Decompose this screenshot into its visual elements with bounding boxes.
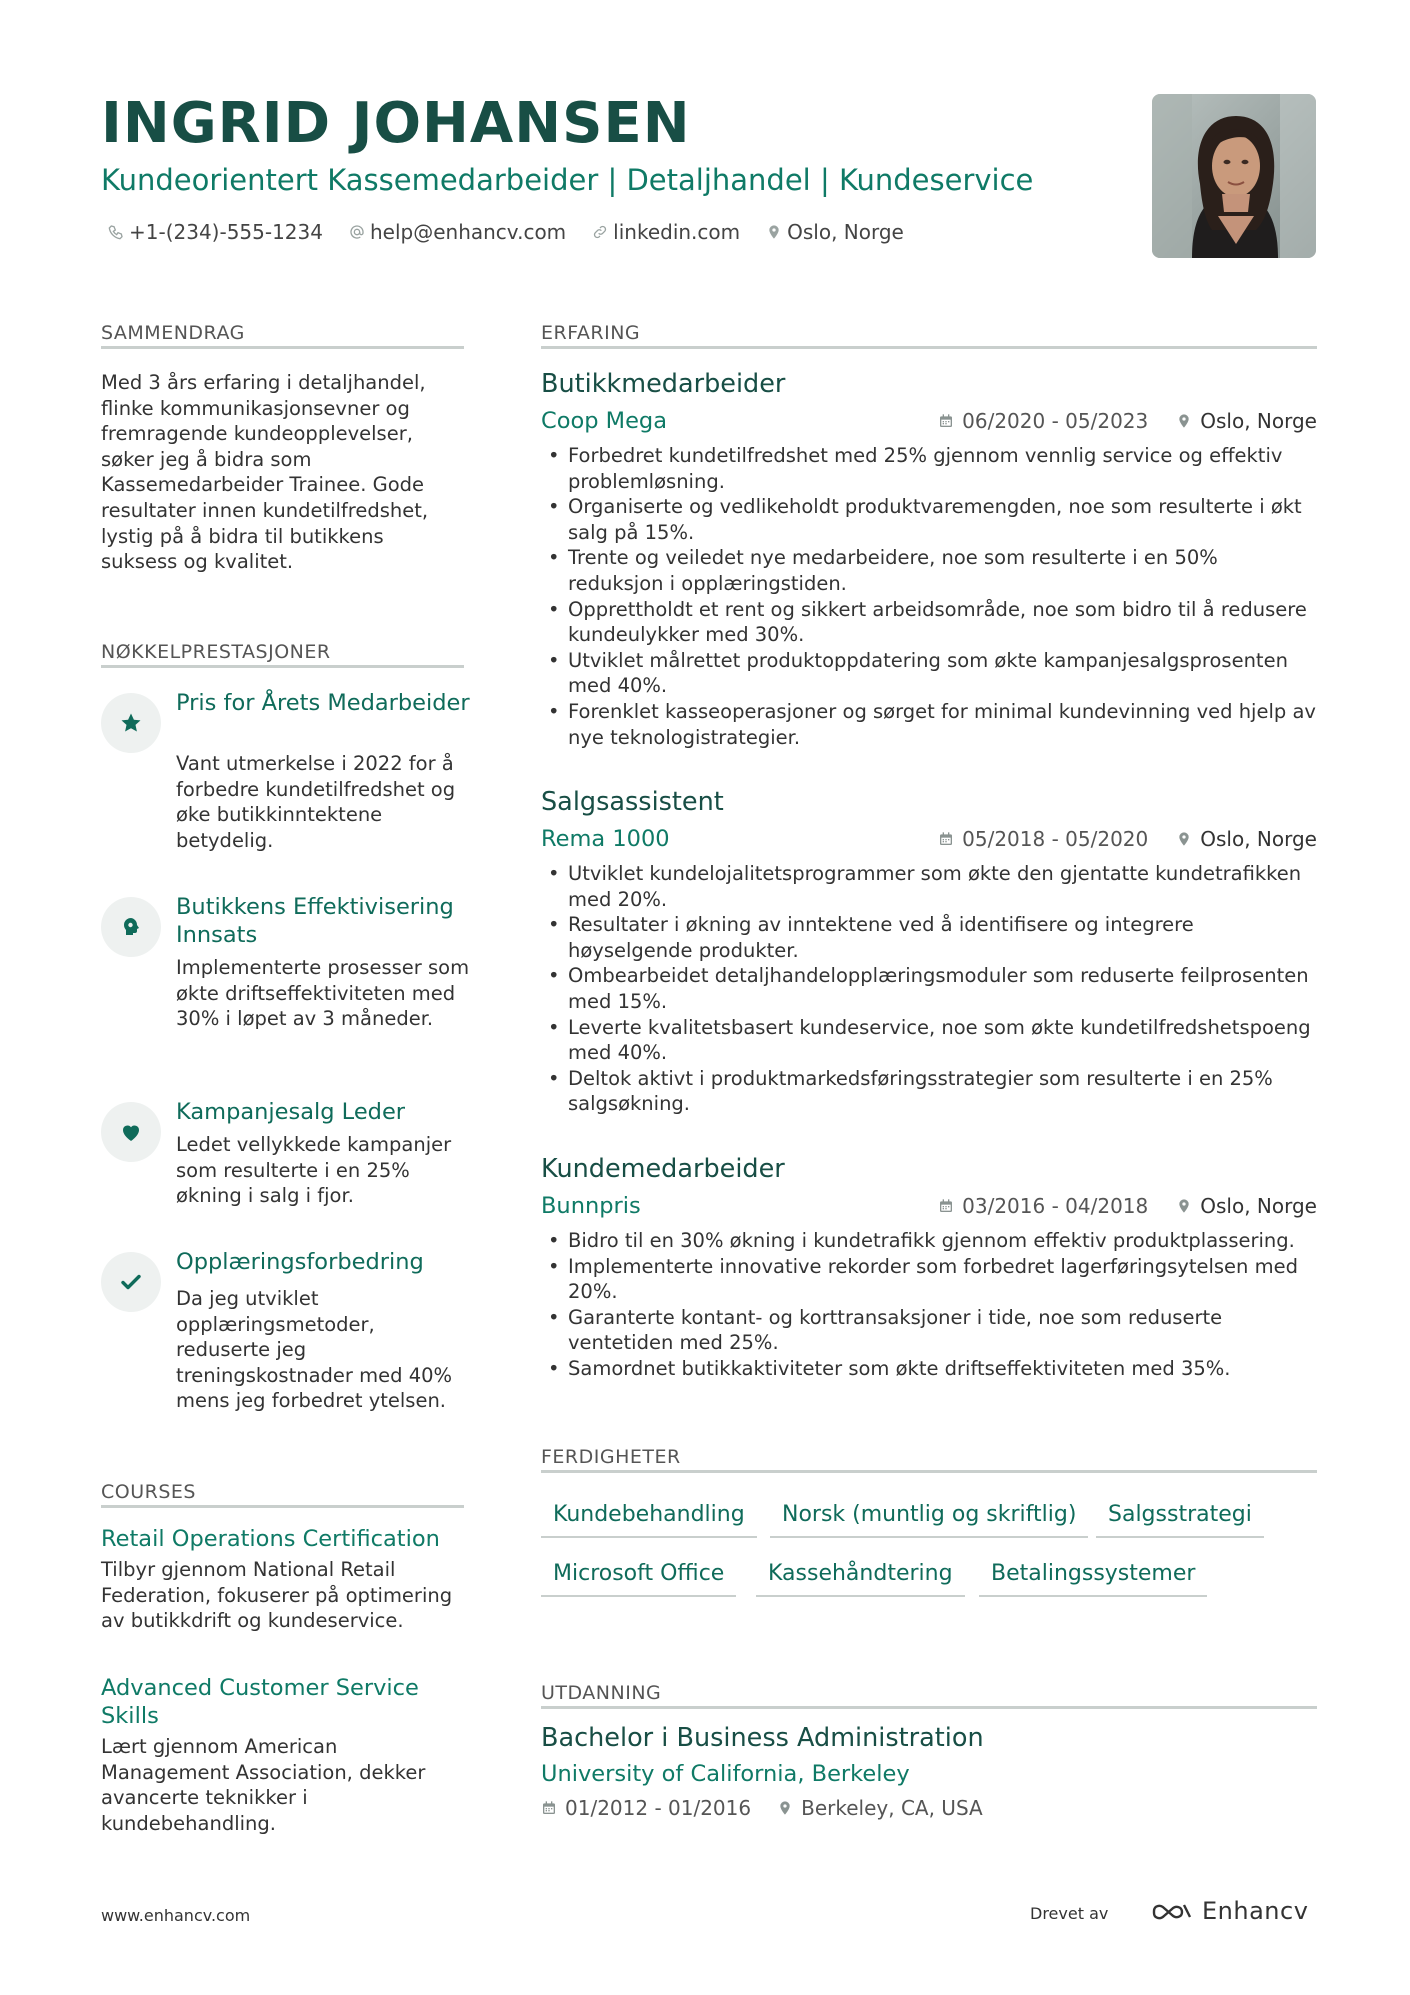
achievement-title: Pris for Årets Medarbeider <box>176 690 470 716</box>
calendar-icon <box>938 1198 954 1214</box>
achievement-title: Butikkens Effektivisering Innsats <box>176 894 454 948</box>
achievement-desc: Implementerte prosesser som økte driftseffektiviteten med 30% i løpet av 3 måneder. <box>176 956 470 1031</box>
footer-brand-logo[interactable] <box>1150 1895 1308 1927</box>
section-title-education: UTDANNING <box>541 1682 662 1704</box>
calendar-icon <box>541 1800 557 1816</box>
candidate-name: INGRID JOHANSEN <box>101 91 691 156</box>
section-divider <box>541 1706 1317 1709</box>
job-meta-row <box>541 824 1317 854</box>
list-item: • Deltok aktivt i produktmarkedsføringsstrategier som resulterte i en 25% salgsøkning. <box>547 1066 1317 1117</box>
list-item: • Utviklet kundelojalitetsprogrammer som økte den gjentatte kundetrafikken med 20%. <box>547 861 1317 912</box>
email-text: help@enhancv.com <box>369 220 567 244</box>
list-item: • Trente og veiledet nye medarbeidere, noe som resulterte i en 50% reduksjon i opplæringstiden. <box>547 545 1317 596</box>
calendar-icon <box>938 413 954 429</box>
phone-text: +1-(234)-555-1234 <box>129 220 323 244</box>
list-item: • Garanterte kontant- og korttransaksjoner i tide, noe som reduserte ventetiden med 25%. <box>547 1305 1317 1356</box>
edu-degree: Bachelor i Business Administration <box>541 1723 984 1753</box>
phone-icon <box>108 224 124 240</box>
footer-powered-by: Drevet av <box>1030 1904 1109 1923</box>
section-title-summary: SAMMENDRAG <box>101 322 245 344</box>
list-item: • Utviklet målrettet produktoppdatering som økte kampanjesalgsprosenten med 40%. <box>547 648 1317 699</box>
contact-bar <box>108 218 904 246</box>
skill-tag: Salgsstrategi <box>1096 1500 1264 1538</box>
head-gear-icon <box>119 915 143 939</box>
skill-tag: Microsoft Office <box>541 1559 736 1597</box>
company-name: Bunnpris <box>541 1193 641 1219</box>
job-dates: 03/2016 - 04/2018 <box>962 1194 1149 1218</box>
list-item: • Ombearbeidet detaljhandelopplæringsmoduler som reduserte feilprosenten med 15%. <box>547 963 1317 1014</box>
brand-text: Enhancv <box>1202 1897 1309 1925</box>
achievement-desc: Da jeg utviklet opplæringsmetoder, reduserte jeg treningskostnader med 40% mens jeg forbedret ytelsen. <box>176 1287 453 1413</box>
section-divider <box>541 1470 1317 1473</box>
skill-tag: Betalingssystemer <box>979 1559 1207 1597</box>
edu-location: Berkeley, CA, USA <box>801 1796 983 1820</box>
edu-dates: 01/2012 - 01/2016 <box>565 1796 752 1820</box>
section-title-skills: FERDIGHETER <box>541 1446 681 1468</box>
section-title-achievements: NØKKELPRESTASJONER <box>101 641 331 663</box>
location-pin-icon <box>777 1800 793 1816</box>
headline: Kundeorientert Kassemedarbeider | Detaljhandel | Kundeservice <box>101 163 1034 197</box>
job-bullets <box>547 1228 1317 1382</box>
list-item: • Organiserte og vedlikeholdt produktvaremengden, noe som resulterte i økt salg på 15%. <box>547 494 1317 545</box>
profile-photo <box>1152 94 1316 258</box>
contact-linkedin[interactable] <box>592 218 740 246</box>
achievement-title: Kampanjesalg Leder <box>176 1099 406 1125</box>
section-title-experience: ERFARING <box>541 322 641 344</box>
skill-tag: Norsk (muntlig og skriftlig) <box>770 1500 1088 1538</box>
achievement-title: Opplæringsforbedring <box>176 1249 424 1275</box>
skill-tag: Kundebehandling <box>541 1500 757 1538</box>
job-dates: 06/2020 - 05/2023 <box>962 409 1149 433</box>
check-icon <box>119 1270 143 1294</box>
section-divider <box>541 346 1317 349</box>
summary-text: Med 3 års erfaring i detaljhandel, flinke kommunikasjonsevner og fremragende kundeopplevelser, søker jeg å bidra som Kassemedarbeider Trainee. Gode resultater innen kundetilfredshet, lystig på å bidra til butikkens suksess og kvalitet. <box>101 371 429 574</box>
contact-phone[interactable] <box>108 218 323 246</box>
star-icon <box>119 711 143 735</box>
list-item: • Resultater i økning av inntektene ved å identifisere og integrere høyselgende produkter. <box>547 912 1317 963</box>
job-meta-row <box>541 1191 1317 1221</box>
list-item: • Samordnet butikkaktiviteter som økte driftseffektiviteten med 35%. <box>547 1356 1317 1382</box>
job-title: Salgsassistent <box>541 787 724 817</box>
list-item: • Forbedret kundetilfredshet med 25% gjennom vennlig service og effektiv problemløsning. <box>547 443 1317 494</box>
section-divider <box>101 1505 464 1508</box>
link-icon <box>592 224 608 240</box>
course-desc: Tilbyr gjennom National Retail Federation, fokuserer på optimering av butikkdrift og kundeservice. <box>101 1558 453 1633</box>
list-item: • Forenklet kasseoperasjoner og sørget for minimal kundevinning ved hjelp av nye teknologistrategier. <box>547 699 1317 750</box>
location-text: Oslo, Norge <box>787 220 904 244</box>
job-meta-row <box>541 406 1317 436</box>
edu-school: University of California, Berkeley <box>541 1761 910 1787</box>
enhancv-logo-icon <box>1150 1899 1194 1923</box>
heart-icon <box>119 1120 143 1144</box>
achievement-desc: Vant utmerkelse i 2022 for å forbedre kundetilfredshet og øke butikkinntektene betydelig. <box>176 752 456 852</box>
list-item: • Implementerte innovative rekorder som forbedret lagerføringsytelsen med 20%. <box>547 1254 1317 1305</box>
location-pin-icon <box>1176 831 1192 847</box>
footer-website[interactable]: www.enhancv.com <box>101 1906 251 1925</box>
calendar-icon <box>938 831 954 847</box>
at-icon <box>349 224 365 240</box>
job-location: Oslo, Norge <box>1200 409 1317 433</box>
course-desc: Lært gjennom American Management Association, dekker avancerte teknikker i kundebehandling. <box>101 1735 426 1835</box>
section-divider <box>101 346 464 349</box>
job-bullets <box>547 443 1317 750</box>
list-item: • Opprettholdt et rent og sikkert arbeidsområde, noe som bidro til å redusere kundeulykker med 30%. <box>547 597 1317 648</box>
course-title: Retail Operations Certification <box>101 1526 440 1552</box>
job-dates: 05/2018 - 05/2020 <box>962 827 1149 851</box>
linkedin-text: linkedin.com <box>613 220 741 244</box>
job-title: Butikkmedarbeider <box>541 369 786 399</box>
job-bullets <box>547 861 1317 1117</box>
contact-location <box>766 218 904 246</box>
list-item: • Leverte kvalitetsbasert kundeservice, noe som økte kundetilfredshetspoeng med 40%. <box>547 1015 1317 1066</box>
section-divider <box>101 665 464 668</box>
location-pin-icon <box>1176 413 1192 429</box>
contact-email[interactable] <box>349 218 566 246</box>
company-name: Rema 1000 <box>541 826 670 852</box>
edu-meta-row <box>541 1793 983 1823</box>
job-location: Oslo, Norge <box>1200 1194 1317 1218</box>
skill-tag: Kassehåndtering <box>756 1559 965 1597</box>
location-pin-icon <box>766 224 782 240</box>
section-title-courses: COURSES <box>101 1481 196 1503</box>
list-item: • Bidro til en 30% økning i kundetrafikk gjennom effektiv produktplassering. <box>547 1228 1317 1254</box>
achievement-desc: Ledet vellykkede kampanjer som resulterte i en 25% økning i salg i fjor. <box>176 1133 452 1208</box>
location-pin-icon <box>1176 1198 1192 1214</box>
job-location: Oslo, Norge <box>1200 827 1317 851</box>
job-title: Kundemedarbeider <box>541 1154 785 1184</box>
company-name: Coop Mega <box>541 408 668 434</box>
course-title: Advanced Customer Service Skills <box>101 1675 419 1729</box>
